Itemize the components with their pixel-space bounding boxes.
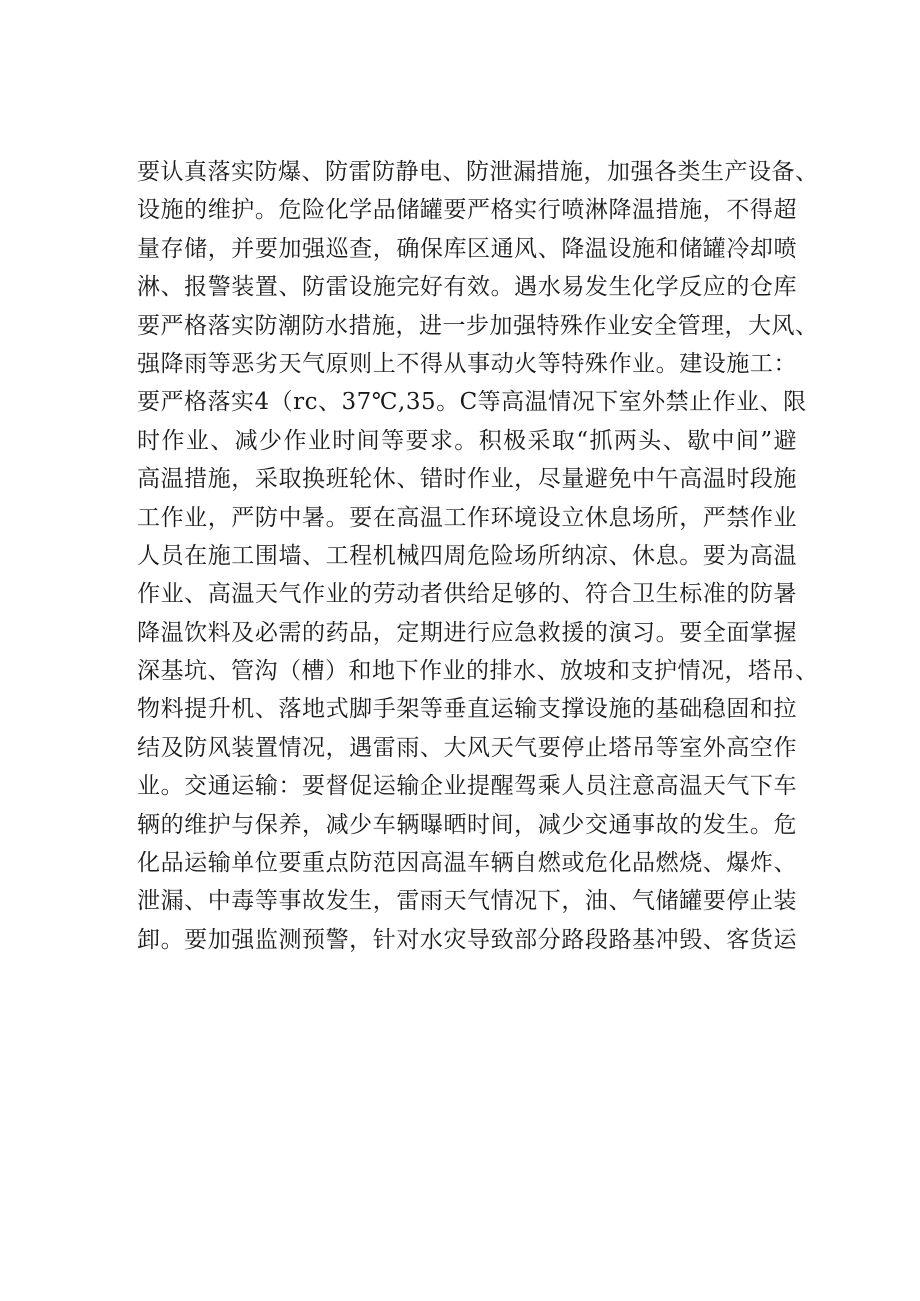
text-line: 时作业、减少作业时间等要求。积极采取“抓两头、歇中间”避	[137, 427, 797, 454]
text-line: 工作业，严防中暑。要在高温工作环境设立休息场所，严禁作业	[137, 504, 797, 531]
text-line: 设施的维护。危险化学品储罐要严格实行喷淋降温措施，不得超	[137, 197, 797, 224]
text-line: 量存储，并要加强巡查，确保库区通风、降温设施和储罐冷却喷	[137, 235, 797, 262]
text-line: 辆的维护与保养，减少车辆曝晒时间，减少交通事故的发生。危	[137, 811, 797, 838]
text-line: 要认真落实防爆、防雷防静电、防泄漏措施，加强各类生产设备、	[137, 159, 819, 185]
text-line: 要严格落实防潮防水措施，进一步加强特殊作业安全管理，大风、	[137, 312, 819, 339]
text-line: 物料提升机、落地式脚手架等垂直运输支撑设施的基础稳固和拉	[137, 696, 797, 723]
text-line: 泄漏、中毒等事故发生，雷雨天气情况下，油、气储罐要停止装	[137, 888, 797, 915]
text-line: 作业、高温天气作业的劳动者供给足够的、符合卫生标准的防暑	[137, 581, 797, 608]
text-line: 降温饮料及必需的药品，定期进行应急救援的演习。要全面掌握	[137, 619, 797, 646]
text-line: 人员在施工围墙、工程机械四周危险场所纳凉、休息。要为高温	[137, 542, 797, 569]
text-line: 结及防风装置情况，遇雷雨、大风天气要停止塔吊等室外高空作	[137, 734, 797, 761]
text-line: 高温措施，采取换班轮休、错时作业，尽量避免中午高温时段施	[137, 466, 797, 493]
text-line: 业。交通运输：要督促运输企业提醒驾乘人员注意高温天气下车	[137, 773, 797, 800]
document-body	[137, 153, 819, 959]
text-line: 淋、报警装置、防雷设施完好有效。遇水易发生化学反应的仓库	[137, 274, 797, 301]
text-line: 化品运输单位要重点防范因高温车辆自燃或危化品燃烧、爆炸、	[137, 850, 797, 877]
text-line: 深基坑、管沟（槽）和地下作业的排水、放坡和支护情况，塔吊、	[137, 658, 819, 685]
text-line: 强降雨等恶劣天气原则上不得从事动火等特殊作业。建设施工：	[137, 350, 797, 377]
text-line: 要严格落实4（rc、37℃,35。C等高温情况下室外禁止作业、限	[137, 389, 807, 416]
text-line: 卸。要加强监测预警，针对水灾导致部分路段路基冲毁、客货运	[137, 926, 797, 953]
